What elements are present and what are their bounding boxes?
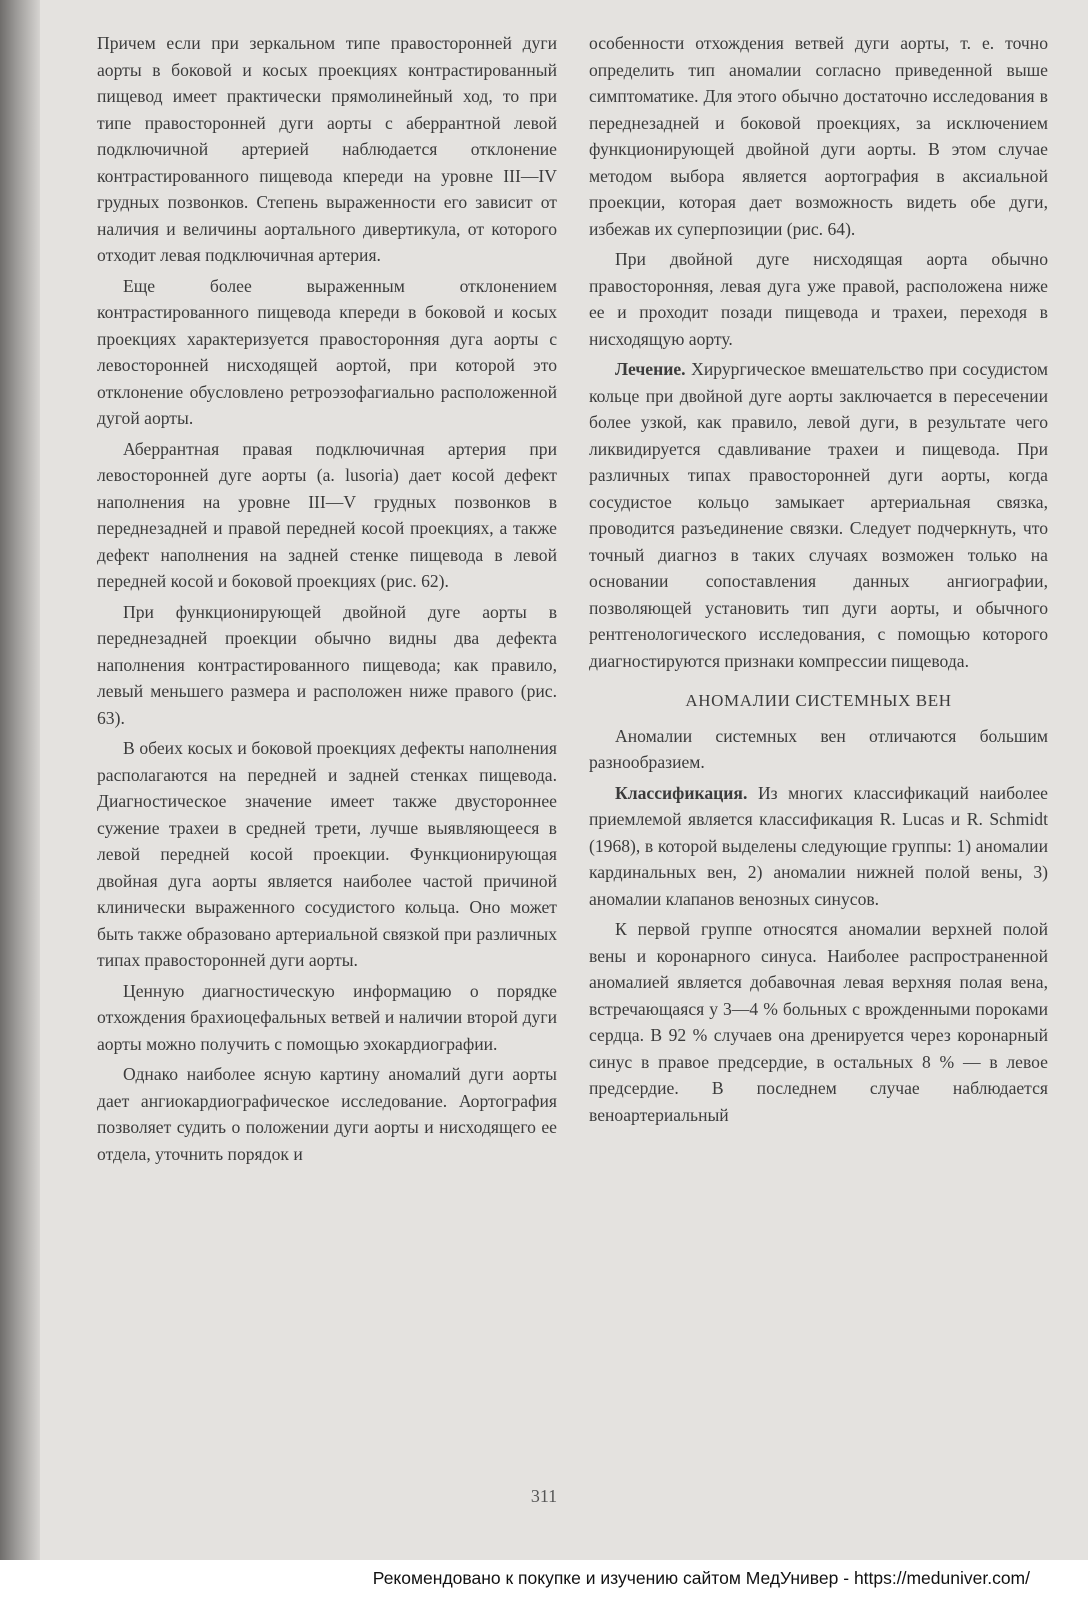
section-heading: АНОМАЛИИ СИСТЕМНЫХ ВЕН bbox=[685, 691, 952, 710]
paragraph: В обеих косых и боковой проекциях дефекты наполнения располагаются на передней и задней стенках пищевода. Диагностическое значение имеет также двустороннее сужение трахеи в средней трети, лучше выявляющееся в левой передней косой проекции. Функционирующая двойная дуга аорты является наиболее частой причиной клинически выраженного сосудистого кольца. Оно может быть также образовано артериальной связкой при различных типах правосторонней дуги аорты. bbox=[97, 738, 557, 970]
scan-edge-shadow bbox=[0, 0, 40, 1600]
paragraph: особенности отхождения ветвей дуги аорты, т. е. точно определить тип аномалии согласно приведенной выше симптоматике. Для этого обычно достаточно исследования в переднезадней и боковой проекциях, за исключением функционирующей двойной дуги аорты. В этом случае методом выбора является аортография в аксиальной проекции, которая дает возможность видеть обе дуги, избежав их суперпозиции (рис. 64). bbox=[589, 33, 1048, 239]
treatment-text: Хирургическое вмешательство при сосудистом кольце при двойной дуге аорты заключается в пересечении более узкой, как правило, левой дуги, в результате чего ликвидируется сдавливание трахеи и пищевода. При различных типах правосторонней дуги аорты, когда сосудистое кольцо замыкает артериальная связка, проводится разъединение связки. Следует подчеркнуть, что точный диагноз в таких случаях возможен только на основании сопоставления данных ангиографии, позволяющей установить тип дуги аорты, и обычного рентгенологического исследования, с помощью которого диагностируются признаки компрессии пищевода. bbox=[589, 359, 1048, 671]
classification-paragraph bbox=[589, 780, 1048, 913]
footer-link[interactable]: https://meduniver.com/ bbox=[853, 1568, 1030, 1588]
treatment-label: Лечение. bbox=[615, 359, 686, 379]
paragraph: Аномалии системных вен отличаются большим разнообразием. bbox=[589, 725, 1048, 772]
right-column bbox=[589, 30, 1048, 1128]
paragraph: К первой группе относятся аномалии верхней полой вены и коронарного синуса. Наиболее распространенной аномалией является добавочная левая верхняя полая вена, встречающаяся у 3—4 % больных с врожденными пороками сердца. В 92 % случаев она дренируется через коронарный синус в правое предсердие, в остальных 8 % — в левое предсердие. В последнем случае наблюдается веноартериальный bbox=[589, 919, 1048, 1125]
footer-label: Рекомендовано к покупке и изучению сайтом МедУнивер - bbox=[372, 1568, 854, 1588]
paragraph: Причем если при зеркальном типе правосторонней дуги аорты в боковой и косых проекциях контрастированный пищевод имеет практически прямолинейный ход, то при типе правосторонней дуги аорты с аберрантной левой подключичной артерией наблюдается отклонение контрастированного пищевода кпереди на уровне III—IV грудных позвонков. Степень выраженности его зависит от наличия и величины аортального дивертикула, от которого отходит левая подключичная артерия. bbox=[97, 33, 557, 265]
paragraph: Ценную диагностическую информацию о порядке отхождения брахиоцефальных ветвей и наличии второй дуги аорты можно получить с помощью эхокардиографии. bbox=[97, 980, 557, 1054]
paragraph: Еще более выраженным отклонением контрастированного пищевода кпереди в боковой и косых проекциях характеризуется правосторонняя дуга аорты с левосторонней нисходящей аортой, при которой это отклонение обусловлено ретроэзофагиально расположенной дугой аорты. bbox=[97, 275, 557, 428]
classification-text: Из многих классификаций наиболее приемлемой является классификация R. Lucas и R. Schmidt (1968), в которой выделены следующие группы: 1) аномалии кардинальных вен, 2) аномалии нижней полой вены, 3) аномалии клапанов венозных синусов. bbox=[589, 782, 1048, 909]
footer bbox=[0, 1560, 1088, 1600]
treatment-paragraph bbox=[589, 356, 1048, 674]
paragraph: При двойной дуге нисходящая аорта обычно правосторонняя, левая дуга уже правой, расположена ниже ее и проходит позади пищевода и трахеи, переходя в нисходящую аорту. bbox=[589, 249, 1048, 349]
paragraph: Однако наиболее ясную картину аномалий дуги аорты дает ангиокардиографическое исследование. Аортография позволяет судить о положении дуги аорты и нисходящего ее отдела, уточнить порядок и bbox=[97, 1064, 557, 1164]
left-column bbox=[97, 30, 557, 1167]
classification-label: Классификация. bbox=[615, 782, 748, 803]
footer-text bbox=[373, 1568, 1030, 1589]
paragraph: При функционирующей двойной дуге аорты в переднезадней проекции обычно видны два дефекта наполнения контрастированного пищевода; как правило, левый меньшего размера и расположен ниже правого (рис. 63). bbox=[97, 601, 557, 728]
page-number: 311 bbox=[530, 1486, 558, 1506]
paragraph: Аберрантная правая подключичная артерия при левосторонней дуге аорты (a. lusoria) дает косой дефект наполнения на уровне III—V грудных позвонков в переднезадней и правой передней косой проекциях, а также дефект наполнения на задней стенке пищевода в левой передней косой и боковой проекциях (рис. 62). bbox=[97, 438, 557, 591]
